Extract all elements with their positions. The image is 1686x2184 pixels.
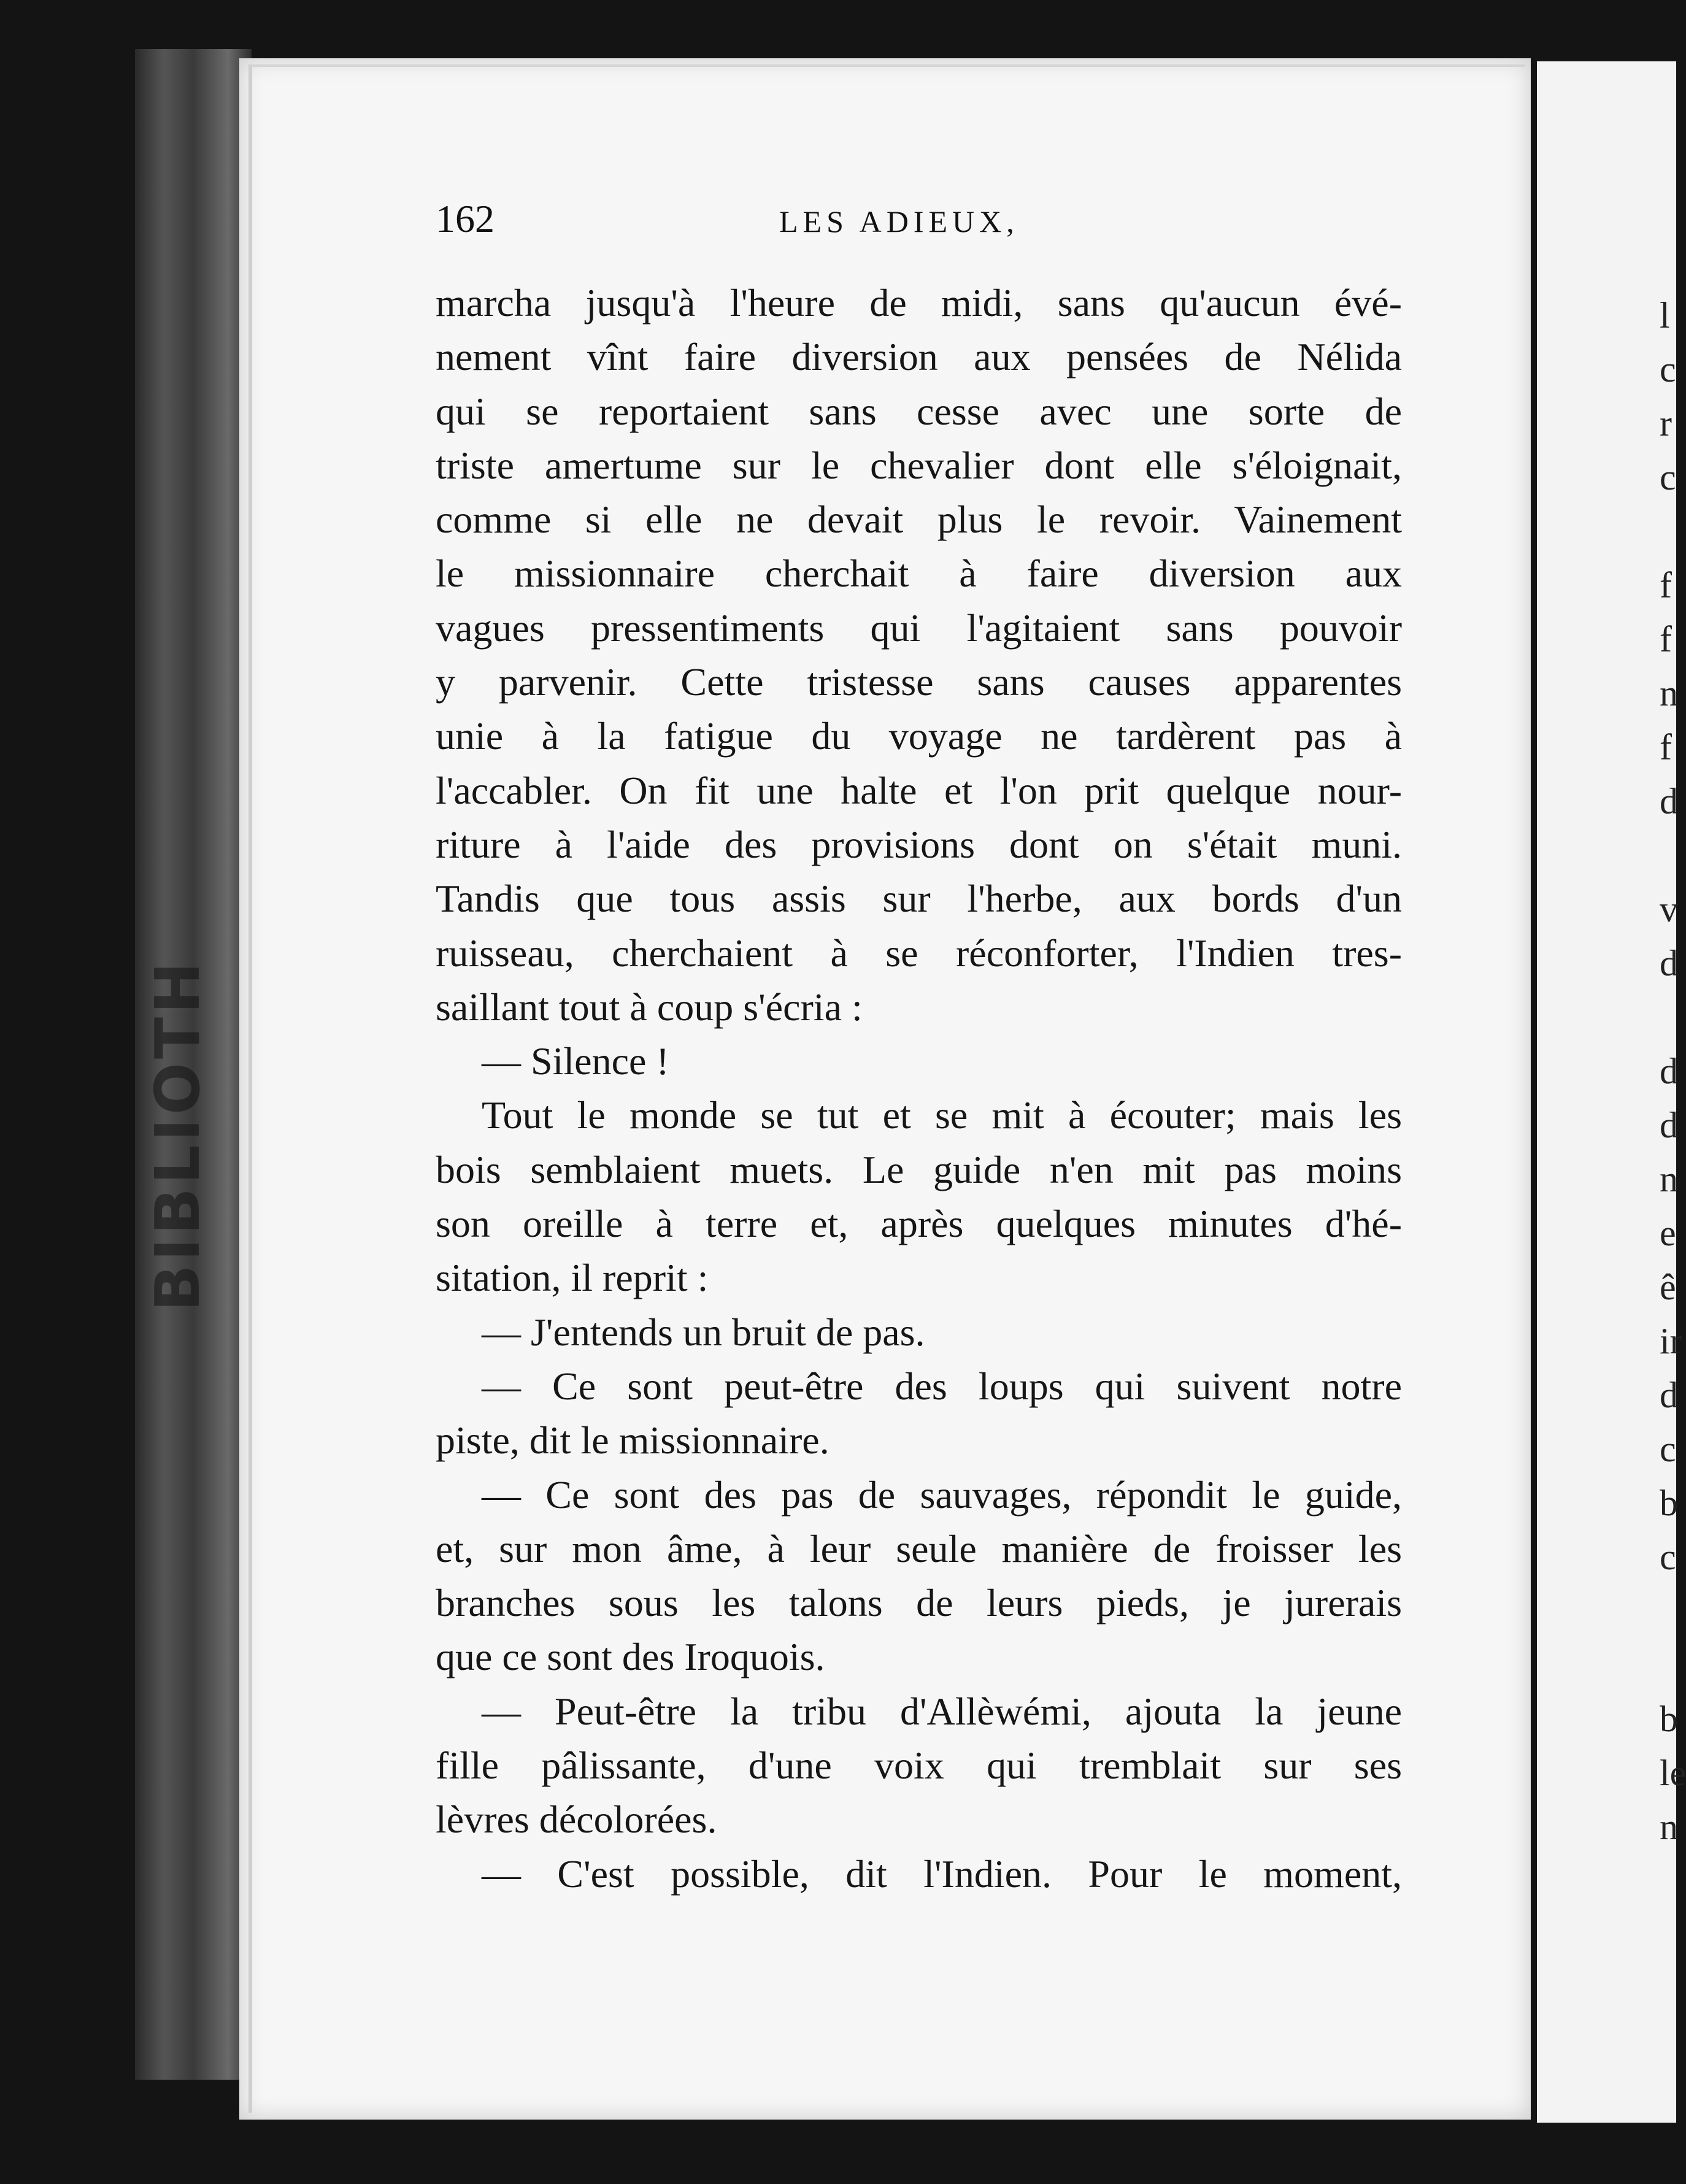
page-number: 162 bbox=[436, 197, 495, 240]
facing-page-fragment: f bbox=[1660, 565, 1672, 606]
spine-library-stamp: BIBLIOTH bbox=[142, 958, 214, 1312]
facing-page-fragment bbox=[1660, 828, 1676, 882]
running-title: LES ADIEUX, bbox=[779, 204, 1019, 239]
facing-page-fragment bbox=[1660, 1584, 1676, 1638]
text-line: que ce sont des Iroquois. bbox=[436, 1635, 825, 1679]
text-line: vagues pressentiments qui l'agitaient sans pouvoir bbox=[436, 606, 1402, 650]
facing-page-fragment: c bbox=[1660, 1537, 1676, 1577]
text-line: qui se reportaient sans cesse avec une sorte de bbox=[436, 389, 1402, 433]
facing-page-fragment: n bbox=[1660, 673, 1678, 713]
text-line: nement vînt faire diversion aux pensées de Nélida bbox=[436, 335, 1402, 379]
text-line: triste amertume sur le chevalier dont elle s'éloignait, bbox=[436, 443, 1402, 487]
facing-page-fragment: d bbox=[1660, 1375, 1678, 1415]
text-line: piste, dit le missionnaire. bbox=[436, 1418, 830, 1463]
facing-page-fragment: c bbox=[1660, 349, 1676, 390]
facing-page-fragments bbox=[1660, 288, 1686, 1854]
facing-page-fragment: n bbox=[1660, 1159, 1678, 1199]
text-line: comme si elle ne devait plus le revoir. Vainement bbox=[436, 498, 1402, 542]
facing-page-fragment: d bbox=[1660, 1105, 1678, 1145]
facing-page-fragment: b bbox=[1660, 1483, 1678, 1523]
text-line: lèvres décolorées. bbox=[436, 1798, 717, 1842]
facing-page-fragment: c bbox=[1660, 457, 1676, 498]
text-line: Tandis que tous assis sur l'herbe, aux bords d'un bbox=[436, 877, 1402, 921]
facing-page-fragment: le bbox=[1660, 1753, 1686, 1793]
facing-page-fragment: ir bbox=[1660, 1321, 1682, 1361]
dialogue-line: — Silence ! bbox=[482, 1039, 669, 1083]
facing-page-fragment: r bbox=[1660, 403, 1672, 444]
facing-page-fragment: f bbox=[1660, 619, 1672, 659]
facing-page-edge bbox=[1537, 61, 1686, 2123]
text-line: le missionnaire cherchait à faire diversion aux bbox=[436, 552, 1402, 596]
page-header bbox=[436, 196, 1399, 258]
facing-page-fragment: d bbox=[1660, 943, 1678, 983]
text-line: riture à l'aide des provisions dont on s'était muni. bbox=[436, 822, 1402, 866]
dialogue-line: — C'est possible, dit l'Indien. Pour le moment, bbox=[482, 1851, 1402, 1896]
text-line: son oreille à terre et, après quelques minutes d'hé- bbox=[436, 1202, 1402, 1246]
text-line: l'accabler. On fit une halte et l'on prit quelque nour- bbox=[436, 768, 1402, 812]
dialogue-line: — Ce sont peut-être des loups qui suivent notre bbox=[482, 1364, 1402, 1408]
text-line: y parvenir. Cette tristesse sans causes apparentes bbox=[436, 660, 1402, 704]
facing-page-fragment: b bbox=[1660, 1699, 1678, 1739]
text-line: saillant tout à coup s'écria : bbox=[436, 985, 863, 1029]
facing-page-fragment: d bbox=[1660, 781, 1678, 821]
facing-page-fragment: ê bbox=[1660, 1267, 1676, 1307]
facing-page-fragment: f bbox=[1660, 727, 1672, 767]
dialogue-line: — Ce sont des pas de sauvages, répondit le guide, bbox=[482, 1472, 1402, 1517]
dialogue-line: — Peut-être la tribu d'Allèwémi, ajouta la jeune bbox=[482, 1689, 1402, 1733]
text-line: fille pâlissante, d'une voix qui tremblait sur ses bbox=[436, 1744, 1402, 1788]
text-line: sitation, il reprit : bbox=[436, 1256, 709, 1300]
text-line: unie à la fatigue du voyage ne tardèrent pas à bbox=[436, 714, 1402, 758]
page-body bbox=[436, 276, 1402, 1901]
text-line: et, sur mon âme, à leur seule manière de froisser les bbox=[436, 1526, 1402, 1571]
facing-page-fragment: d bbox=[1660, 1051, 1678, 1091]
dialogue-line: — J'entends un bruit de pas. bbox=[482, 1310, 925, 1354]
facing-page-fragment: v bbox=[1660, 889, 1678, 929]
facing-page-fragment: c bbox=[1660, 1429, 1676, 1469]
facing-page-fragment bbox=[1660, 1638, 1676, 1692]
facing-page-fragment bbox=[1660, 504, 1676, 558]
text-line: ruisseau, cherchaient à se réconforter, l'Indien tres- bbox=[436, 931, 1402, 975]
facing-page-fragment: e bbox=[1660, 1213, 1676, 1253]
facing-page-fragment: l bbox=[1660, 295, 1670, 336]
text-line: branches sous les talons de leurs pieds, je jurerais bbox=[436, 1581, 1402, 1625]
facing-page-fragment bbox=[1660, 990, 1676, 1044]
text-line: marcha jusqu'à l'heure de midi, sans qu'aucun évé- bbox=[436, 281, 1402, 325]
text-line: bois semblaient muets. Le guide n'en mit pas moins bbox=[436, 1147, 1402, 1191]
paragraph-start: Tout le monde se tut et se mit à écouter; mais les bbox=[482, 1093, 1402, 1137]
facing-page-fragment: n bbox=[1660, 1807, 1678, 1847]
